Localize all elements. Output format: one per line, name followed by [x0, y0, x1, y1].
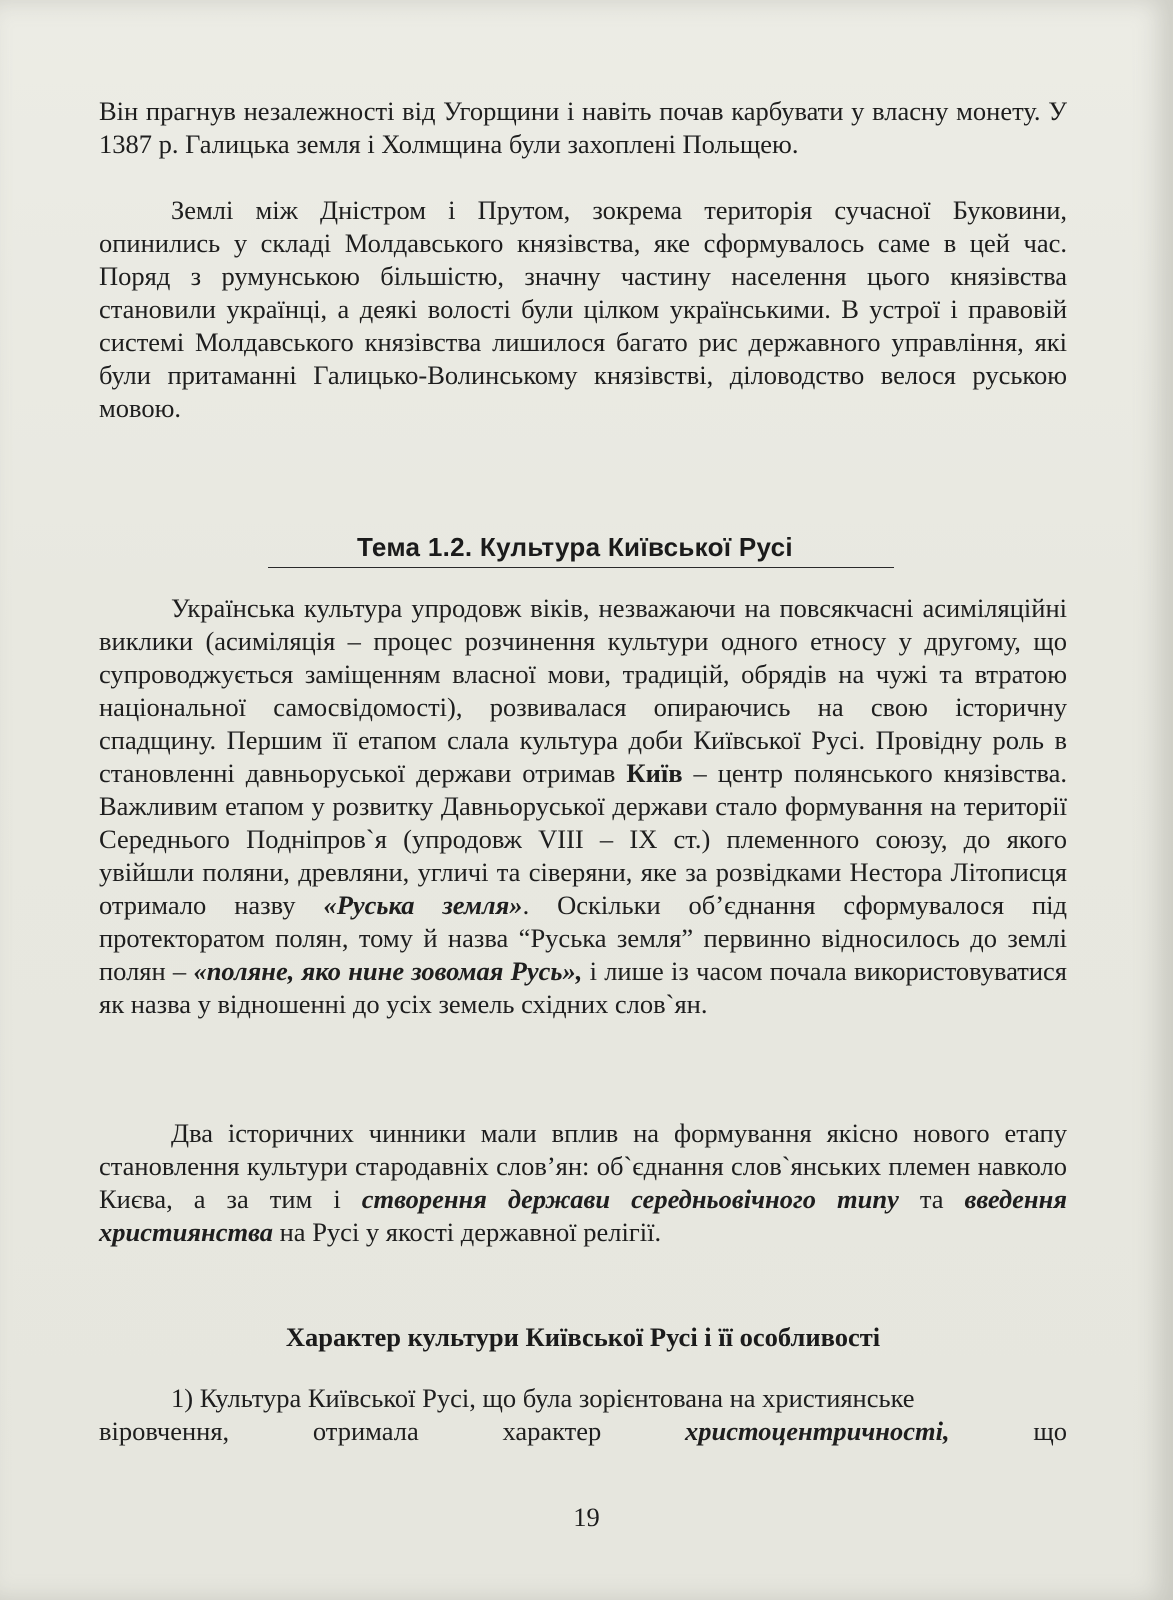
state-creation-term: створення держави середньовічного типу	[361, 1184, 899, 1214]
paragraph-3-part-2: – центр полянського князівства. Важливим етапом у розвитку Давньоруської держави стало формування на території Середнього Подніпров`я (упродовж VIII – IX ст.) племенного союзу, до якого увійшли поляни, древляни, угличі та сіверяни, яке за розвідками Нестора Літописця отримало назву	[99, 758, 1067, 920]
christocentricity-term: христоцентричності,	[685, 1416, 950, 1446]
paragraph-3-part-4: і лише із часом почала використовуватися як назва у відношенні до усіх земель східних слов`ян.	[99, 956, 1067, 1019]
paragraph-1-text: Він прагнув незалежності від Угорщини і навіть почав карбувати у власну монету. У 1387 р. Галицька земля і Холмщина були захоплені Польщею.	[99, 96, 1067, 159]
paragraph-2	[99, 194, 1067, 425]
paragraph-4	[99, 1117, 1067, 1249]
christianity-term: введення християнства	[99, 1184, 1067, 1247]
word-virovchennia: віровчення,	[99, 1416, 230, 1446]
paragraph-4-part-2: та	[898, 1184, 965, 1214]
topic-heading: Тема 1.2. Культура Київської Русі	[357, 532, 793, 562]
chronicle-quote: «поляне, яко нине зовомая Русь»,	[193, 956, 583, 986]
paragraph-5-line-2	[99, 1415, 1067, 1448]
page-number: 19	[573, 1502, 600, 1532]
word-kharakter: характер	[502, 1416, 602, 1446]
paragraph-5	[99, 1382, 1067, 1448]
paragraph-4-part-3: на Русі у якості державної релігії.	[273, 1217, 662, 1247]
kyiv-term: Київ	[626, 758, 683, 788]
paragraph-3	[99, 592, 1067, 1021]
paragraph-3-text	[99, 592, 1067, 1021]
word-otrymala: отримала	[312, 1416, 419, 1446]
paragraph-2-text: Землі між Дністром і Прутом, зокрема територія сучасної Буковини, опинились у складі Молдавського князівства, яке сформувалось саме в цей час. Поряд з румунською більшістю, значну частину населення цього князівства становили українці, а деякі волості були цілком українськими. В устрої і правовій системі Молдавського князівства лишилося багато рис державного управління, які були притаманні Галицько-Волинському князівстві, діловодство велося руською мовою.	[99, 195, 1067, 423]
paragraph-3-part-1: Українська культура упродовж віків, незважаючи на повсякчасні асиміляційні виклики (асиміляція – процес розчинення культури одного етносу у другому, що супроводжується заміщенням власної мови, традицій, обрядів на чужі та втратою національної самосвідомості), розвивалася опираючись на свою історичну спадщину. Першим її етапом слала культура доби Київської Русі. Провідну роль в становленні давньоруської держави отримав	[99, 593, 1067, 788]
paragraph-5-line-1: 1) Культура Київської Русі, що була зорієнтована на християнське	[171, 1383, 915, 1413]
section-heading: Характер культури Київської Русі і її особливості	[285, 1322, 881, 1352]
paragraph-4-part-1: Два історичних чинники мали вплив на формування якісно нового етапу становлення культури стародавніх слов’ян: об`єднання слов`янських племен навколо Києва, а за тим і	[99, 1118, 1067, 1214]
word-shcho: що	[1033, 1416, 1067, 1446]
paragraph-1	[99, 95, 1067, 161]
paragraph-4-text	[99, 1117, 1067, 1249]
topic-heading-underline	[268, 567, 894, 568]
paragraph-3-part-3: . Оскільки об’єднання сформувалося під протекторатом полян, тому й назва “Руська земля” первинно відносилось до землі полян –	[99, 890, 1067, 986]
rus-zemlia-term: «Руська земля»	[323, 890, 523, 920]
